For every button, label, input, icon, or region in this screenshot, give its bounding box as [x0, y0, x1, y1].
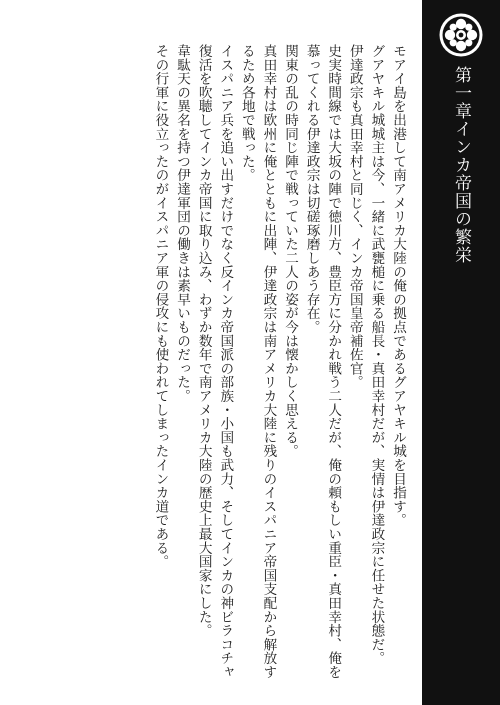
paragraph: 韋駄天の異名を持つ伊達軍団の働きは素早いものだった。	[174, 44, 191, 403]
family-crest-icon	[438, 12, 484, 58]
chapter-heading	[422, 66, 500, 264]
paragraph: 関東の乱の時同じ陣で戦っていた二人の姿が今は懐かしく思える。	[282, 44, 299, 458]
paragraph: イスパニア兵を追い出すだけでなく反インカ帝国派の部族・小国も武力、そしてインカの神ビラコチャ復活を吹聴してインカ帝国に取り込み、わずか数年で南アメリカ大陸の歴史上最大国家にした。	[195, 44, 234, 679]
paragraph: グアヤキル城城主は今、一緒に武甕槌に乗る船長・真田幸村だが、実情は伊達政宗に任せた状態だ。	[368, 44, 385, 665]
chapter-band	[422, 0, 500, 705]
paragraph: 伊達政宗も真田幸村と同じく、インカ帝国皇帝補佐官。	[346, 44, 363, 389]
body-text	[62, 44, 408, 684]
paragraph: 史実時間線では大坂の陣で徳川方、豊臣方に分かれ戦う二人だが、俺の頼もしい重臣・真田幸村、俺を慕ってくれる伊達政宗は切磋琢磨しあう存在。	[303, 44, 342, 679]
paragraph: 真田幸村は欧州に俺とともに出陣、伊達政宗は南アメリカ大陸に残りのイスパニア帝国支配から解放するため各地で戦った。	[238, 44, 277, 679]
paragraph: その行軍に役立ったのがイスパニア軍の侵攻にも使われてしまったインカ道である。	[152, 44, 169, 569]
chapter-number: 第一章	[451, 66, 471, 120]
paragraph: モアイ島を出港して南アメリカ大陸の俺の拠点であるグアヤキル城を目指す。	[390, 44, 406, 527]
chapter-title: インカ帝国の繁栄	[451, 120, 471, 264]
